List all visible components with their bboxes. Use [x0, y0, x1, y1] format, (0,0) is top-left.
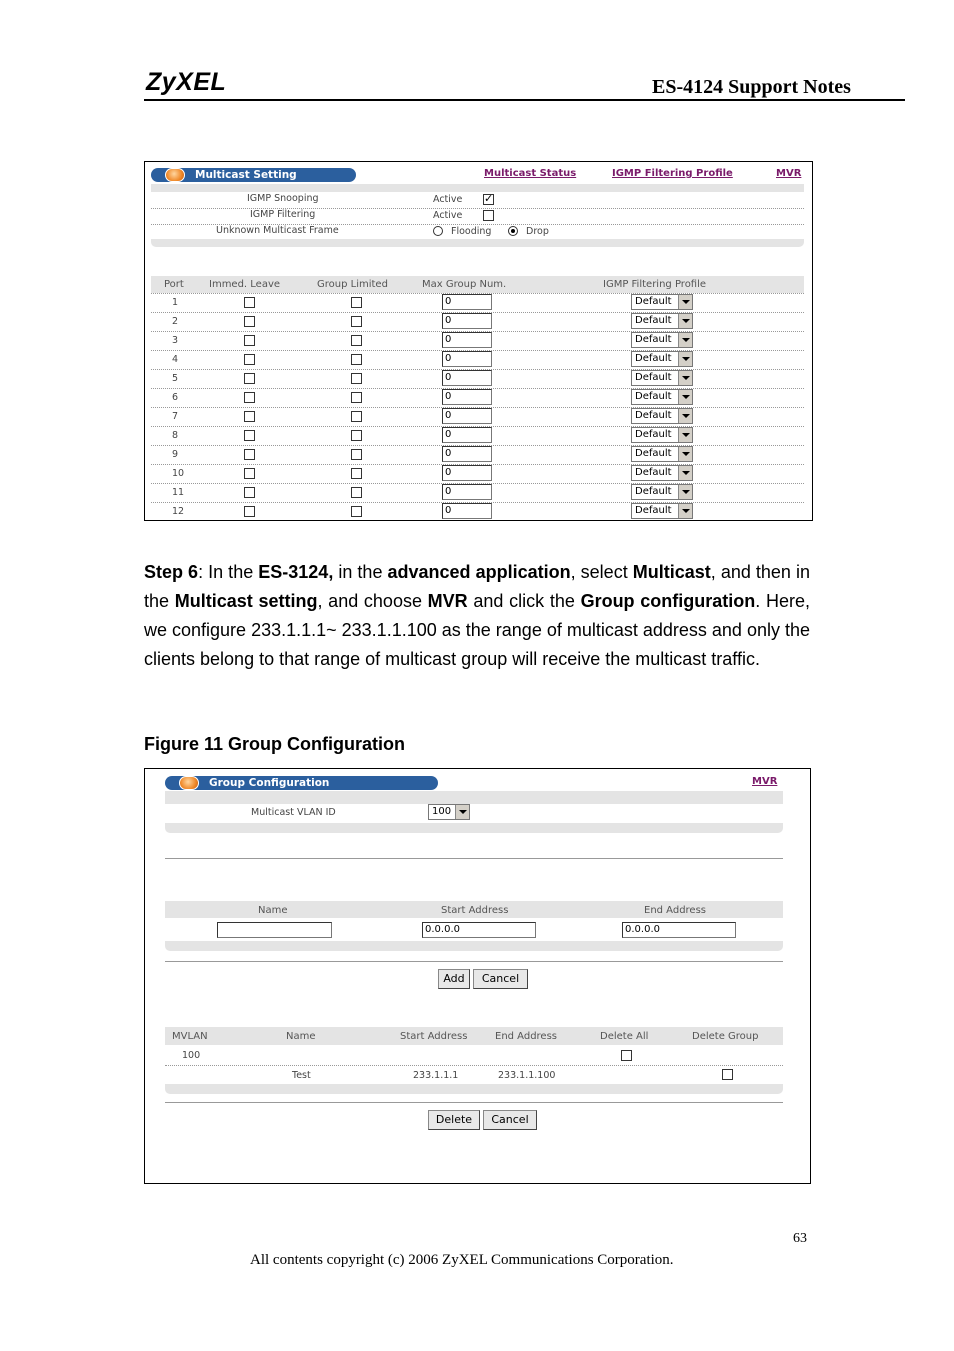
delete-group-checkbox[interactable] — [722, 1069, 733, 1080]
cancel-list-button[interactable]: Cancel — [483, 1110, 537, 1130]
chevron-down-icon — [678, 295, 692, 309]
col-start-address: Start Address — [441, 905, 509, 916]
name-input[interactable] — [217, 922, 332, 938]
table-row — [145, 331, 813, 350]
port-number: 7 — [172, 411, 179, 422]
igmp-filtering-profile-select[interactable]: Default — [631, 294, 693, 310]
chevron-down-icon — [678, 333, 692, 347]
table-row — [145, 502, 813, 521]
immed-leave-checkbox[interactable] — [244, 430, 255, 441]
group-limited-checkbox[interactable] — [351, 335, 362, 346]
multicast-setting-title-bar — [151, 168, 356, 182]
delete-button[interactable]: Delete — [428, 1110, 480, 1130]
list-row-end-address: 233.1.1.100 — [498, 1070, 556, 1081]
table-row — [145, 388, 813, 407]
mvr-link[interactable]: MVR — [776, 168, 802, 179]
immed-leave-checkbox[interactable] — [244, 297, 255, 308]
step-6-paragraph: Step 6: In the ES-3124, in the advanced application, select Multicast, and then in the Multicast setting, and choose MVR and click the Group configuration. Here, we configure 233.1.1.1~ 233.1.1.100 as the range of multicast address and only the clients belong to that range of multicast group will receive the multicast traffic. — [144, 562, 810, 669]
divider — [165, 858, 783, 859]
immed-leave-checkbox[interactable] — [244, 316, 255, 327]
igmp-filtering-profile-select[interactable]: Default — [631, 408, 693, 424]
igmp-snooping-label: IGMP Snooping — [247, 193, 319, 204]
chevron-down-icon — [678, 447, 692, 461]
group-configuration-title-bar — [165, 776, 438, 790]
header-rule — [144, 99, 905, 101]
divider — [151, 208, 804, 209]
immed-leave-checkbox[interactable] — [244, 411, 255, 422]
max-group-num-input[interactable]: 0 — [442, 351, 492, 367]
col-list-start-address: Start Address — [400, 1031, 468, 1042]
divider — [165, 961, 783, 962]
page-number: 63 — [793, 1231, 807, 1246]
immed-leave-checkbox[interactable] — [244, 506, 255, 517]
port-number: 10 — [172, 468, 185, 479]
col-port: Port — [164, 279, 184, 290]
igmp-filtering-profile-select[interactable]: Default — [631, 389, 693, 405]
max-group-num-input[interactable]: 0 — [442, 427, 492, 443]
col-group-limited: Group Limited — [317, 279, 388, 290]
list-row-mvlan: 100 — [182, 1050, 201, 1061]
settings-bottom-bar — [151, 239, 804, 247]
table-row — [145, 445, 813, 464]
chevron-down-icon — [678, 485, 692, 499]
col-delete-all: Delete All — [600, 1031, 649, 1042]
group-limited-checkbox[interactable] — [351, 506, 362, 517]
group-limited-checkbox[interactable] — [351, 449, 362, 460]
start-address-input[interactable]: 0.0.0.0 — [422, 922, 536, 938]
multicast-setting-panel — [144, 161, 813, 521]
table-row — [145, 369, 813, 388]
group-limited-checkbox[interactable] — [351, 468, 362, 479]
group-configuration-panel — [144, 768, 811, 1184]
port-number: 2 — [172, 316, 179, 327]
chevron-down-icon — [678, 466, 692, 480]
port-number: 11 — [172, 487, 185, 498]
settings-top-bar — [151, 184, 804, 192]
immed-leave-checkbox[interactable] — [244, 449, 255, 460]
immed-leave-checkbox[interactable] — [244, 392, 255, 403]
add-button[interactable]: Add — [438, 969, 470, 989]
chevron-down-icon — [678, 371, 692, 385]
zyxel-logo: ZyXEL — [146, 68, 227, 96]
chevron-down-icon — [678, 409, 692, 423]
group-list-bottom-bar — [165, 1084, 783, 1094]
immed-leave-checkbox[interactable] — [244, 373, 255, 384]
igmp-filtering-active-label: Active — [433, 210, 463, 221]
chevron-down-icon — [678, 428, 692, 442]
col-end-address: End Address — [644, 905, 707, 916]
igmp-filtering-profile-select[interactable]: Default — [631, 351, 693, 367]
max-group-num-input[interactable]: 0 — [442, 389, 492, 405]
port-number: 3 — [172, 335, 179, 346]
port-number: 8 — [172, 430, 179, 441]
group-form-bottom-bar — [165, 941, 783, 951]
igmp-filtering-profile-select[interactable]: Default — [631, 370, 693, 386]
divider — [165, 1065, 783, 1066]
group-limited-checkbox[interactable] — [351, 430, 362, 441]
table-row — [145, 293, 813, 312]
vlan-bottom-bar — [165, 823, 783, 833]
flooding-radio[interactable] — [433, 226, 443, 236]
chevron-down-icon — [678, 504, 692, 518]
igmp-filtering-profile-select[interactable]: Default — [631, 427, 693, 443]
divider — [165, 1102, 783, 1103]
col-immed-leave: Immed. Leave — [209, 279, 281, 290]
chevron-down-icon — [678, 352, 692, 366]
copyright-notice: All contents copyright (c) 2006 ZyXEL Communications Corporation. — [250, 1252, 674, 1268]
igmp-filtering-profile-select[interactable]: Default — [631, 446, 693, 462]
delete-all-checkbox[interactable] — [621, 1050, 632, 1061]
table-row — [145, 312, 813, 331]
table-row — [145, 426, 813, 445]
drop-label: Drop — [526, 226, 549, 237]
col-name: Name — [258, 905, 288, 916]
max-group-num-input[interactable]: 0 — [442, 503, 492, 519]
igmp-snooping-active-label: Active — [433, 194, 463, 205]
multicast-vlan-id-select[interactable]: 100 — [428, 804, 470, 820]
end-address-input[interactable]: 0.0.0.0 — [622, 922, 736, 938]
port-number: 4 — [172, 354, 179, 365]
igmp-filtering-profile-select[interactable]: Default — [631, 332, 693, 348]
group-limited-checkbox[interactable] — [351, 373, 362, 384]
max-group-num-input[interactable]: 0 — [442, 408, 492, 424]
list-row-name: Test — [292, 1070, 311, 1081]
multicast-vlan-id-label: Multicast VLAN ID — [251, 807, 336, 818]
igmp-filtering-profile-select[interactable]: Default — [631, 313, 693, 329]
panel-title: Multicast Setting — [195, 169, 297, 181]
igmp-filtering-profile-link[interactable]: IGMP Filtering Profile — [612, 168, 733, 179]
unknown-multicast-frame-label: Unknown Multicast Frame — [216, 225, 339, 236]
immed-leave-checkbox[interactable] — [244, 487, 255, 498]
max-group-num-input[interactable]: 0 — [442, 294, 492, 310]
mvr-link[interactable]: MVR — [752, 776, 778, 787]
port-number: 1 — [172, 297, 179, 308]
group-limited-checkbox[interactable] — [351, 487, 362, 498]
group-list-header — [165, 1027, 783, 1045]
col-list-end-address: End Address — [495, 1031, 558, 1042]
figure-caption: Figure 11 Group Configuration — [144, 734, 405, 754]
igmp-filtering-profile-select[interactable]: Default — [631, 484, 693, 500]
max-group-num-input[interactable]: 0 — [442, 446, 492, 462]
immed-leave-checkbox[interactable] — [244, 354, 255, 365]
port-number: 12 — [172, 506, 185, 517]
chevron-down-icon — [455, 805, 469, 819]
max-group-num-input[interactable]: 0 — [442, 484, 492, 500]
group-limited-checkbox[interactable] — [351, 392, 362, 403]
list-row-start-address: 233.1.1.1 — [413, 1070, 459, 1081]
max-group-num-input[interactable]: 0 — [442, 465, 492, 481]
col-max-group-num: Max Group Num. — [422, 279, 507, 290]
max-group-num-input[interactable]: 0 — [442, 332, 492, 348]
port-number: 9 — [172, 449, 179, 460]
table-row — [145, 350, 813, 369]
igmp-filtering-profile-select[interactable]: Default — [631, 465, 693, 481]
col-delete-group: Delete Group — [692, 1031, 759, 1042]
group-limited-checkbox[interactable] — [351, 316, 362, 327]
chevron-down-icon — [678, 390, 692, 404]
max-group-num-input[interactable]: 0 — [442, 313, 492, 329]
group-limited-checkbox[interactable] — [351, 354, 362, 365]
col-mvlan: MVLAN — [172, 1031, 208, 1042]
flooding-label: Flooding — [451, 226, 492, 237]
document-title: ES-4124 Support Notes — [652, 76, 851, 98]
igmp-filtering-profile-select[interactable]: Default — [631, 503, 693, 519]
igmp-snooping-checkbox[interactable] — [483, 194, 494, 205]
table-row — [145, 483, 813, 502]
col-list-name: Name — [286, 1031, 316, 1042]
immed-leave-checkbox[interactable] — [244, 335, 255, 346]
cancel-button[interactable]: Cancel — [473, 969, 528, 989]
drop-radio[interactable] — [508, 226, 518, 236]
multicast-status-link[interactable]: Multicast Status — [484, 168, 577, 179]
table-row — [145, 407, 813, 426]
orange-bullet-icon — [165, 168, 185, 182]
igmp-filtering-label: IGMP Filtering — [250, 209, 316, 220]
table-row — [145, 464, 813, 483]
immed-leave-checkbox[interactable] — [244, 468, 255, 479]
chevron-down-icon — [678, 314, 692, 328]
port-number: 5 — [172, 373, 179, 384]
port-number: 6 — [172, 392, 179, 403]
col-igmp-filtering-profile: IGMP Filtering Profile — [603, 279, 707, 290]
vlan-top-bar — [165, 791, 783, 804]
group-limited-checkbox[interactable] — [351, 411, 362, 422]
igmp-filtering-checkbox[interactable] — [483, 210, 494, 221]
max-group-num-input[interactable]: 0 — [442, 370, 492, 386]
group-limited-checkbox[interactable] — [351, 297, 362, 308]
panel-title: Group Configuration — [209, 777, 330, 789]
orange-bullet-icon — [179, 776, 199, 790]
